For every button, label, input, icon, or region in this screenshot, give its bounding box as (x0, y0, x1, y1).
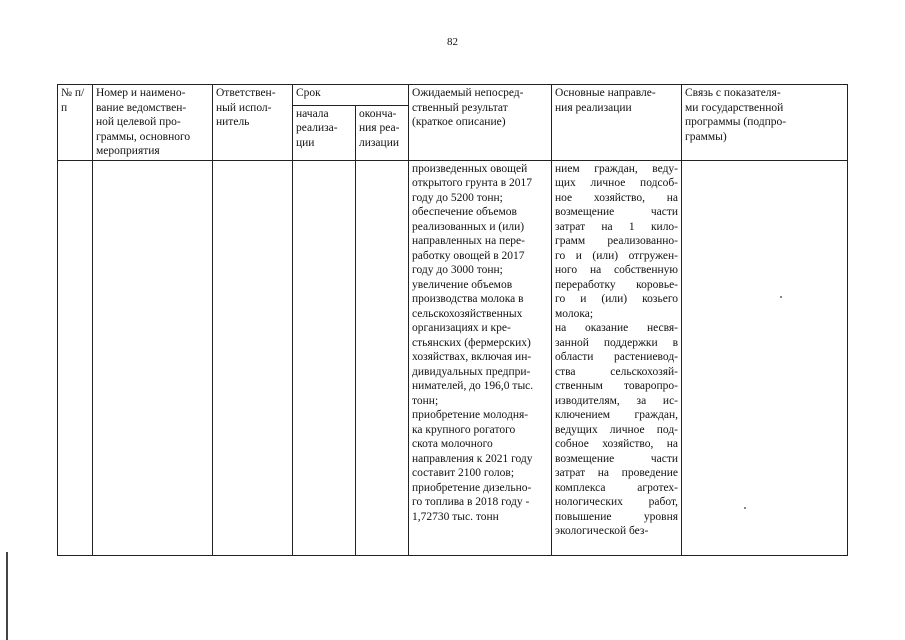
text-line: ственным товаропро- (555, 380, 679, 392)
header-term-end-line: оконча- (359, 107, 397, 120)
header-name-line: Номер и наимено- (96, 87, 186, 99)
header-term-end-line: лизации (359, 136, 400, 149)
text-line: работку овощей в 2017 (412, 249, 525, 262)
text-line: го и (или) козьего (555, 293, 679, 305)
text-line: стьянских (фермерских) (412, 336, 531, 349)
header-term-start (293, 105, 356, 160)
cell-term-start (293, 160, 356, 555)
program-table (57, 84, 848, 556)
text-line: молока; (555, 307, 594, 320)
header-name-line: мероприятия (96, 145, 160, 157)
text-line: приобретение молодня- (412, 409, 529, 421)
scan-edge-line (6, 552, 8, 640)
text-line: году до 5200 тонн; (412, 191, 503, 204)
text-line: грамм реализованно- (555, 235, 679, 247)
text-line: экологической без- (555, 525, 649, 537)
text-line: комплекса агротех- (555, 481, 679, 494)
text-line: занной поддержки в (555, 336, 679, 349)
text-line: увеличение объемов (412, 278, 513, 291)
header-responsible-line: ный испол- (216, 101, 272, 114)
text-line: году до 3000 тонн; (412, 264, 503, 276)
text-line: го топлива в 2018 году - (412, 496, 530, 508)
header-term-start-line: ции (296, 136, 315, 149)
header-link (682, 85, 848, 161)
header-directions (552, 85, 682, 161)
cell-link (682, 160, 848, 555)
header-expected-line: (краткое описание) (412, 116, 506, 128)
header-link-line: граммы) (685, 130, 727, 143)
header-link-line: программы (подпро- (685, 116, 787, 128)
text-line: переработку коровье- (555, 278, 679, 291)
cell-num (58, 160, 93, 555)
text-line: ка крупного рогатого (412, 423, 516, 436)
header-term-start-line: реализа- (296, 122, 338, 135)
header-num-text: № п/п (61, 87, 85, 114)
header-name (93, 85, 213, 161)
text-line: затрат на проведение (555, 467, 679, 479)
text-line: возмещение части (555, 206, 679, 218)
header-name-line: ной целевой про- (96, 116, 181, 128)
text-line: дивидуальных предпри- (412, 365, 531, 378)
header-term-end (356, 105, 409, 160)
header-term-start-line: начала (296, 107, 329, 120)
text-line: реализованных и (или) (412, 220, 525, 233)
cell-name (93, 160, 213, 555)
scan-speck (744, 507, 746, 509)
text-line: го и (или) отгружен- (555, 249, 679, 262)
text-line: области растениевод- (555, 351, 679, 363)
text-line: открытого грунта в 2017 (412, 177, 533, 189)
header-term-end-line: ния реа- (359, 122, 400, 135)
header-term-text: Срок (296, 87, 321, 99)
text-line: ного на собственную (555, 264, 679, 276)
header-responsible-line: нитель (216, 116, 250, 128)
text-line: составит 2100 голов; (412, 467, 515, 479)
text-line: производства молока в (412, 293, 524, 305)
page-number: 82 (447, 36, 458, 48)
cell-responsible (213, 160, 293, 555)
text-line: произведенных овощей (412, 162, 528, 175)
header-expected-line: ственный результат (412, 101, 508, 114)
text-line: хозяйствах, включая ин- (412, 351, 532, 363)
header-responsible (213, 85, 293, 161)
scan-speck (780, 296, 782, 298)
table-row (58, 160, 848, 555)
header-num (58, 85, 93, 161)
text-line: ключением граждан, (555, 409, 679, 421)
text-line: ное хозяйство, на (555, 191, 679, 204)
header-name-line: вание ведомствен- (96, 101, 187, 114)
cell-expected-result (409, 160, 552, 555)
text-line: собное хозяйство, на (555, 438, 679, 450)
text-line: 1,72730 тыс. тонн (412, 510, 499, 523)
text-line: нологических работ, (555, 496, 679, 508)
text-line: щих личное подсоб- (555, 177, 679, 189)
text-line: направленных на пере- (412, 235, 525, 247)
text-line: ведущих личное под- (555, 423, 679, 436)
cell-directions (552, 160, 682, 555)
text-line: ства сельскохозяй- (555, 365, 679, 378)
header-term (293, 85, 409, 106)
header-link-line: Связь с показателя- (685, 87, 781, 99)
header-link-line: ми государственной (685, 101, 784, 114)
text-line: нием граждан, веду- (555, 162, 679, 175)
text-line: повышение уровня (555, 510, 679, 523)
text-line: тонн; (412, 394, 439, 407)
header-expected (409, 85, 552, 161)
text-line: приобретение дизельно- (412, 481, 532, 494)
text-line: изводителям, за ис- (555, 394, 679, 407)
header-name-line: граммы, основного (96, 130, 191, 143)
header-row-1 (58, 85, 848, 106)
header-directions-line: Основные направле- (555, 87, 656, 99)
text-line: обеспечение объемов (412, 206, 517, 218)
text-line: скота молочного (412, 438, 493, 450)
header-directions-line: ния реализации (555, 101, 632, 114)
text-line: организациях и кре- (412, 322, 511, 334)
text-line: нимателей, до 196,0 тыс. (412, 380, 534, 392)
text-line: возмещение части (555, 452, 679, 465)
text-line: сельскохозяйственных (412, 307, 523, 320)
cell-term-end (356, 160, 409, 555)
text-line: направления к 2021 году (412, 452, 533, 465)
text-line: на оказание несвя- (555, 322, 679, 334)
header-expected-line: Ожидаемый непосред- (412, 87, 524, 99)
header-responsible-line: Ответствен- (216, 87, 276, 99)
text-line: затрат на 1 кило- (555, 220, 679, 233)
